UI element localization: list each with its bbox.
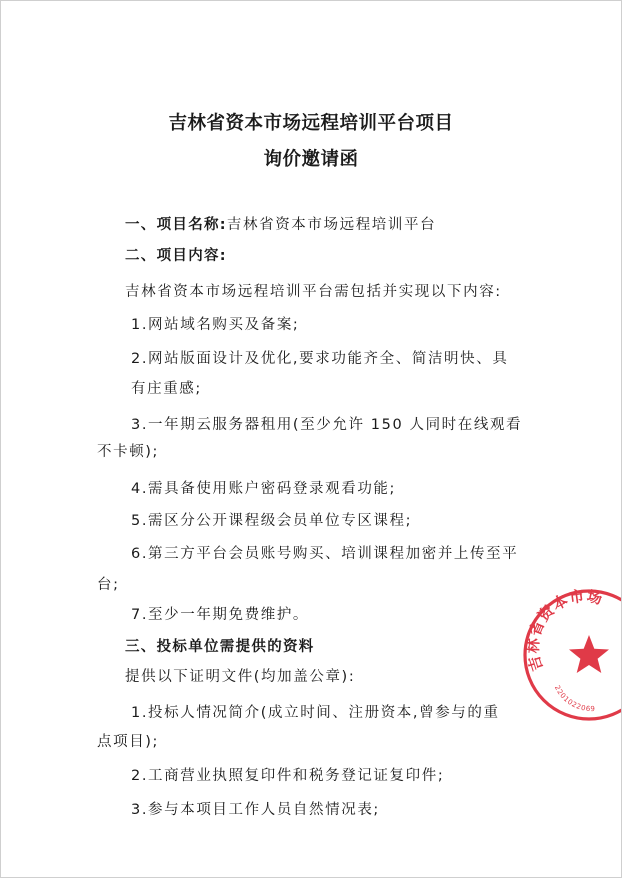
content-item: 6.第三方平台会员账号购买、培训课程加密并上传至平: [131, 546, 519, 562]
section-3-intro: 提供以下证明文件(均加盖公章):: [125, 669, 356, 685]
star-icon: [569, 635, 609, 673]
content-item: 1.网站域名购买及备案;: [131, 317, 300, 333]
section-1-heading: 一、项目名称:: [125, 217, 227, 233]
content-item-continuation: 有庄重感;: [131, 381, 202, 397]
document-title: 吉林省资本市场远程培训平台项目: [168, 113, 454, 134]
section-2-heading: 二、项目内容:: [125, 248, 227, 264]
content-intro: 吉林省资本市场远程培训平台需包括并实现以下内容:: [125, 284, 502, 300]
content-item: 3.一年期云服务器租用(至少允许 150 人同时在线观看: [131, 417, 523, 433]
project-name-value: 吉林省资本市场远程培训平台: [226, 217, 437, 233]
content-item-continuation: 不卡顿);: [97, 444, 160, 460]
company-seal: [519, 585, 622, 725]
content-item: 7.至少一年期免费维护。: [131, 607, 310, 623]
document-subtitle: 询价邀请函: [263, 149, 359, 170]
content-item: 2.网站版面设计及优化,要求功能齐全、简洁明快、具: [131, 351, 509, 367]
section-1-line: [125, 213, 436, 234]
section-3-heading: 三、投标单位需提供的资料: [125, 639, 315, 655]
section-3-item-continuation: 点项目);: [97, 734, 160, 750]
content-item: 5.需区分公开课程级会员单位专区课程;: [131, 513, 413, 529]
seal-code: 2201022069: [552, 684, 596, 714]
section-3-item: 1.投标人情况简介(成立时间、注册资本,曾参与的重: [131, 705, 500, 721]
section-3-item: 3.参与本项目工作人员自然情况表;: [131, 802, 380, 818]
section-3-item: 2.工商营业执照复印件和税务登记证复印件;: [131, 768, 445, 784]
content-item: 4.需具备使用账户密码登录观看功能;: [131, 481, 397, 497]
seal-text: 吉林省资本市场: [523, 586, 605, 674]
content-item-continuation: 台;: [97, 577, 120, 593]
